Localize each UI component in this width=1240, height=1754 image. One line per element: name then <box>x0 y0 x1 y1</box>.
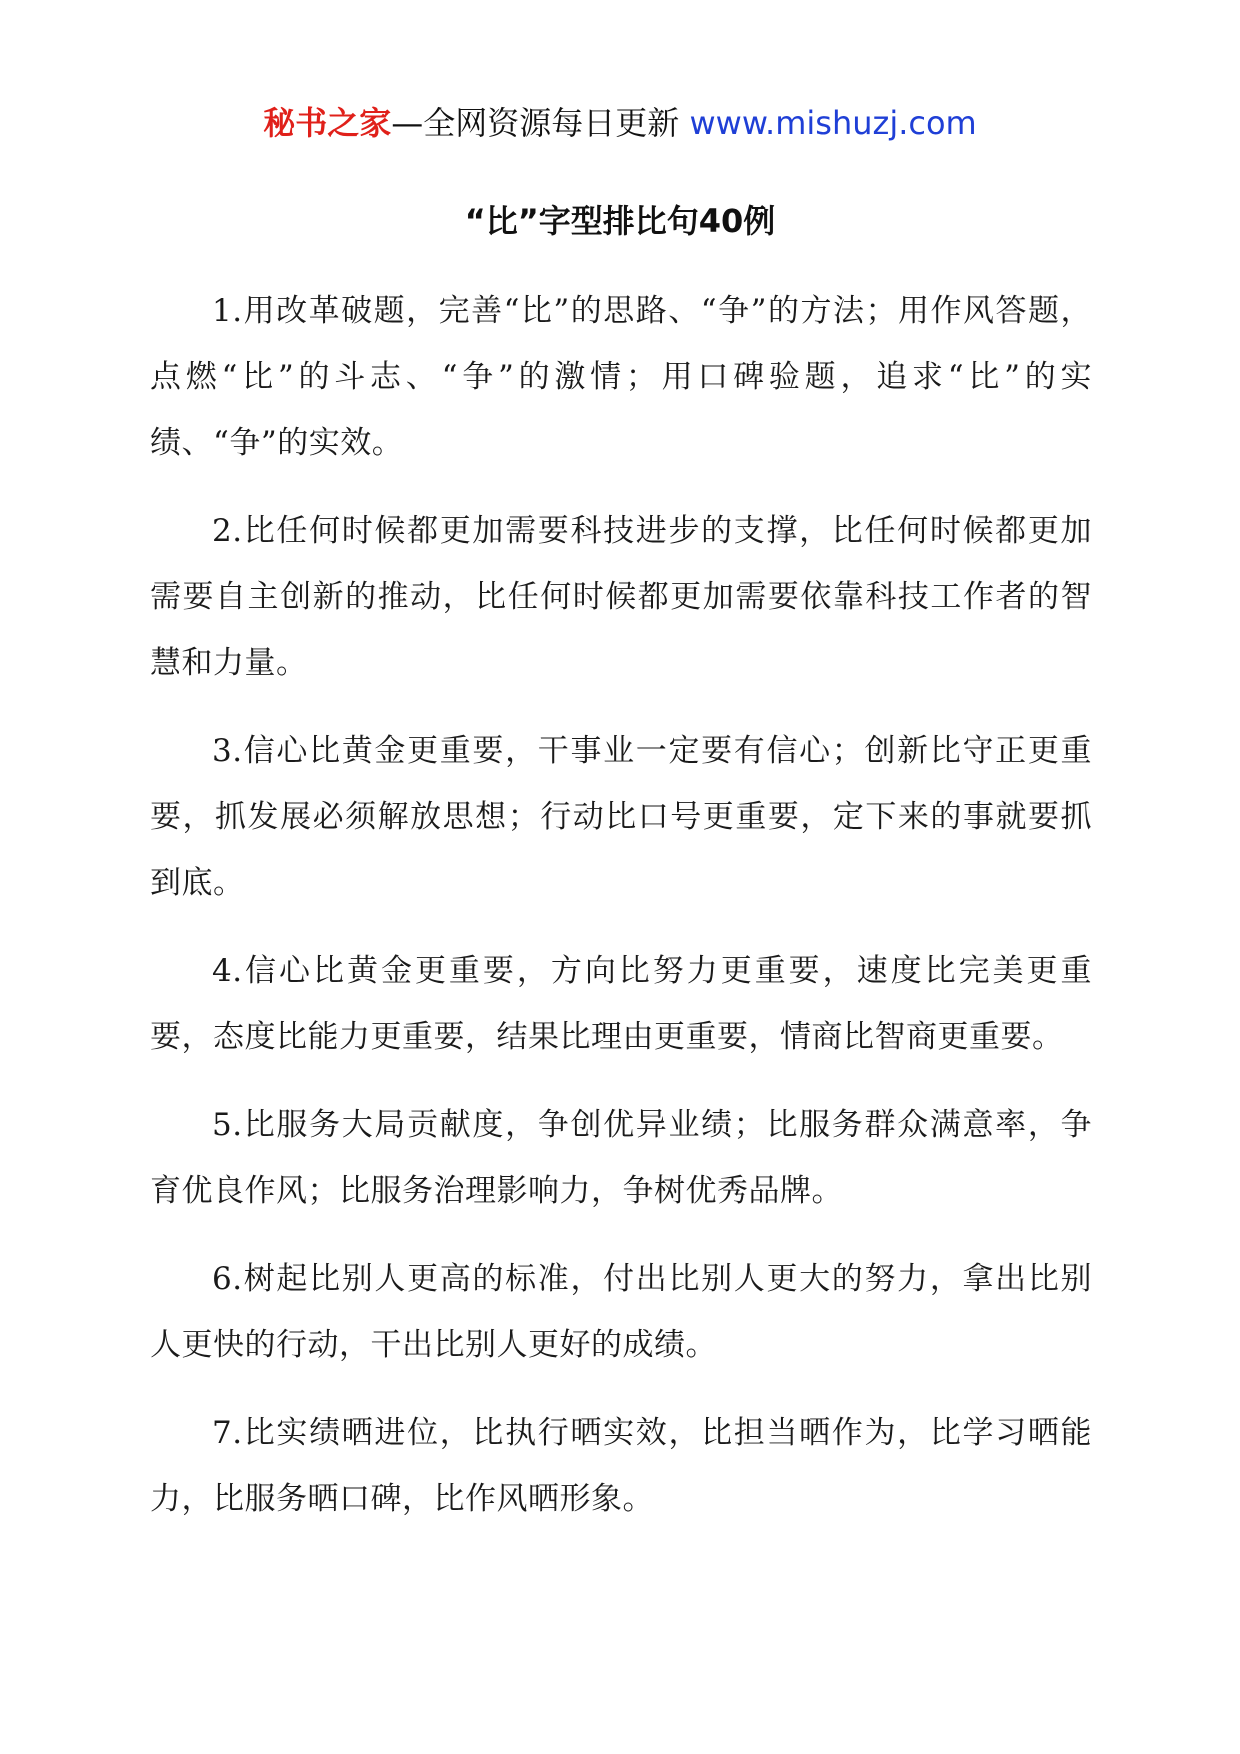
paragraph-item: 2.比任何时候都更加需要科技进步的支撑，比任何时候都更加需要自主创新的推动，比任何时候都更加需要依靠科技工作者的智慧和力量。 <box>150 513 1092 681</box>
paragraph-item: 5.比服务大局贡献度，争创优异业绩；比服务群众满意率，争育优良作风；比服务治理影响力，争树优秀品牌。 <box>150 1107 1092 1209</box>
site-header <box>0 98 1240 148</box>
site-url-link[interactable]: www.mishuzj.com <box>689 104 977 142</box>
paragraph-item: 1.用改革破题，完善“比”的思路、“争”的方法；用作风答题，点燃“比”的斗志、“争”的激情；用口碑验题，追求“比”的实绩、“争”的实效。 <box>150 293 1092 461</box>
paragraph-item: 7.比实绩晒进位，比执行晒实效，比担当晒作为，比学习晒能力，比服务晒口碑，比作风晒形象。 <box>150 1415 1092 1517</box>
paragraph-item: 6.树起比别人更高的标准，付出比别人更大的努力，拿出比别人更快的行动，干出比别人更好的成绩。 <box>150 1261 1092 1363</box>
paragraph-item: 4.信心比黄金更重要，方向比努力更重要，速度比完美更重要，态度比能力更重要，结果比理由更重要，情商比智商更重要。 <box>150 953 1092 1055</box>
site-tagline: —全网资源每日更新 <box>391 104 680 142</box>
document-title: “比”字型排比句40例 <box>464 202 776 240</box>
document-body <box>150 278 1092 1554</box>
paragraph-item: 3.信心比黄金更重要，干事业一定要有信心；创新比守正更重要，抓发展必须解放思想；行动比口号更重要，定下来的事就要抓到底。 <box>150 733 1092 901</box>
site-brand: 秘书之家 <box>263 104 392 142</box>
